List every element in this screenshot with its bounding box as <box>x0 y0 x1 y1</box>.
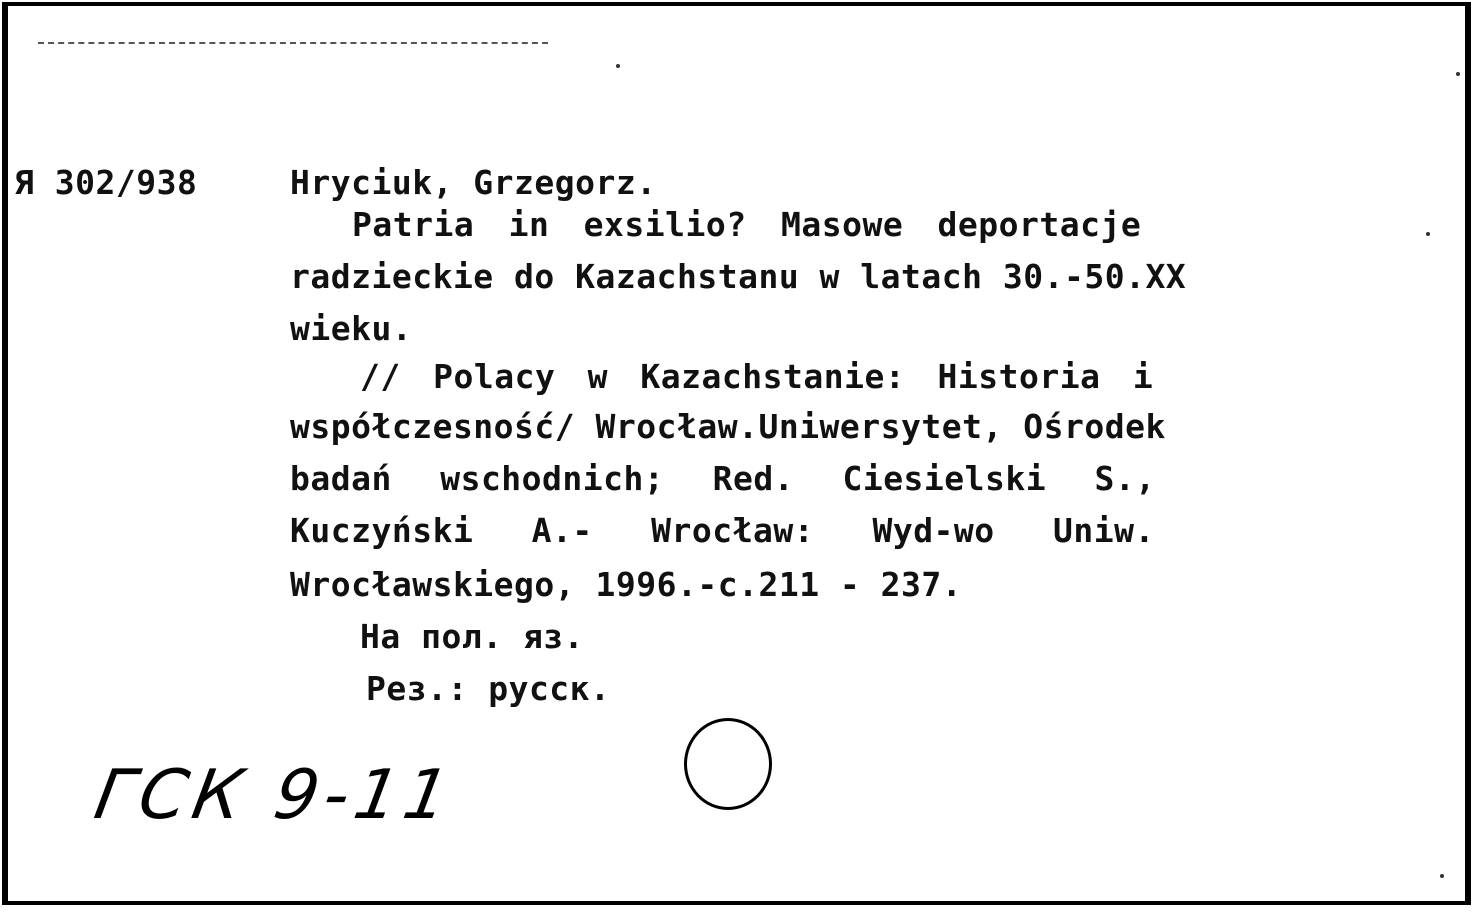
handwritten-code: ГСК 9-11 <box>89 756 461 835</box>
scan-speck <box>616 64 620 68</box>
host-publication-line: Wrocławskiego, 1996.-c.211 - 237. <box>290 565 963 604</box>
host-publication-line: // Polacy w Kazachstanie: Historia i <box>360 357 1154 396</box>
host-publication-line: badań wschodnich; Red. Ciesielski S., <box>290 459 1156 498</box>
summary-note: Рез.: русск. <box>366 669 611 708</box>
language-note: На пол. яз. <box>360 617 585 656</box>
scan-speck <box>1440 874 1444 878</box>
title-line: wieku. <box>290 309 413 348</box>
punch-hole <box>684 718 772 810</box>
scan-speck <box>1456 72 1460 76</box>
title-line: Patria in exsilio? Masowe deportacje <box>352 205 1142 244</box>
top-rule-line <box>38 42 548 44</box>
host-publication-line: współczesność/ Wrocław.Uniwersytet, Ośrodek <box>290 407 1166 446</box>
title-line: radzieckie do Kazachstanu w latach 30.-50.XX <box>290 257 1187 296</box>
catalog-card <box>2 2 1471 905</box>
host-publication-line: Kuczyński A.- Wrocław: Wyd-wo Uniw. <box>290 511 1155 550</box>
shelfmark: Я 302/938 <box>14 163 198 202</box>
author-heading: Hryciuk, Grzegorz. <box>290 163 657 202</box>
scan-speck <box>1426 232 1430 236</box>
